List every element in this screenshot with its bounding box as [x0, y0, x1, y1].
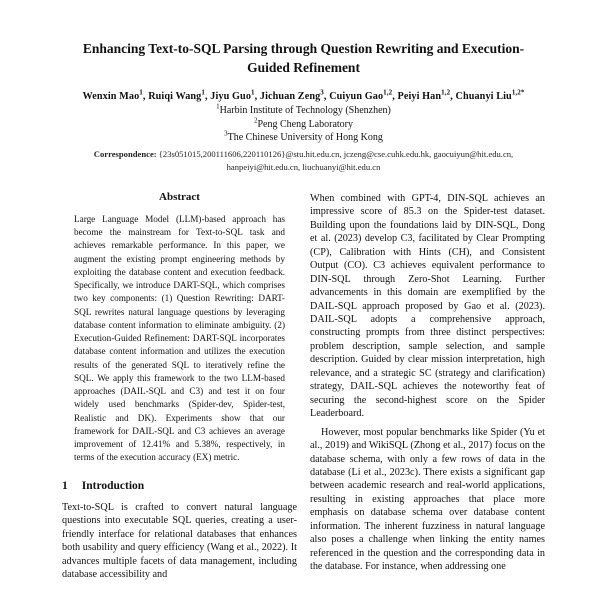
author-list: Wenxin Mao$^1$, Ruiqi Wang$^1$, Jiyu Guo$^1$, Jichuan Zeng$^3$, Cuiyun Gao$^{1,2}$, Peiyi Han$^{1,2}$, Chuanyi Liu$^{1,2*}$: [82, 88, 525, 102]
right-column: [310, 191, 545, 581]
left-column: [62, 191, 297, 581]
introduction-paragraph: Text-to-SQL is crafted to convert natural language questions into executable SQL queries, creating a user-friendly interface for relational databases that enhances both usability and query efficiency (Wang et al., 2022). It advances multiple facets of data management, including database accessibility and: [62, 501, 297, 580]
author: Cuiyun Gao$^{1,2}$: [329, 88, 393, 102]
affiliation-list: [62, 104, 545, 145]
abstract-heading: Abstract: [159, 190, 200, 203]
correspondence-label: Correspondence:: [93, 149, 157, 160]
author: Chuanyi Liu$^{1,2*}$: [455, 88, 525, 102]
section-title: Introduction: [81, 479, 145, 492]
correspondence-emails: {23s051015,200111606,220110126}@stu.hit.edu.cn, jczeng@cse.cuhk.edu.hk, gaocuiyun@hit.edu.cn, hanpeiyi@hit.edu.cn, liuchuanyi@hit.edu.cn: [156, 149, 514, 173]
author: Jiyu Guo$^1$: [210, 88, 255, 102]
author: Peiyi Han$^{1,2}$: [397, 88, 451, 102]
affiliation: $^2$Peng Cheng Laboratory: [253, 116, 354, 130]
author: Jichuan Zeng$^3$: [259, 88, 324, 102]
right-column-paragraph-1: When combined with GPT-4, DIN-SQL achieves an impressive score of 85.3 on the Spider-test dataset. Building upon the foundations laid by DIN-SQL, Dong et al. (2023) develop C3, facilitated by Clear Prompting (CP), Calibration with Hints (CH), and Consistent Output (CO). C3 achieves equivalent performance to DIN-SQL through Zero-Shot Learning. Further advancements in this domain are exemplified by the DAIL-SQL approach proposed by Gao et al. (2023). DAIL-SQL adopts a comprehensive approach, constructing prompts from three distinct perspectives: problem description, sample selection, and sample description. Guided by clear mission interpretation, high relevance, and a strategic SC (strategy and clarification) strategy, DAIL-SQL achieves the noteworthy feat of securing the second-highest score on the Spider Leaderboard.: [310, 192, 545, 420]
abstract-text: Large Language Model (LLM)-based approach has become the mainstream for Text-to-SQL task and achieves remarkable performance. In this paper, we augment the existing prompt engineering methods by exploiting the database content and execution feedback. Specifically, we introduce DART-SQL, which comprises two key components: (1) Question Rewriting: DART-SQL rewrites natural language questions by leveraging database content information to eliminate ambiguity. (2) Execution-Guided Refinement: DART-SQL incorporates database content information and utilizes the execution results of the generated SQL to iteratively refine the SQL. We apply this framework to the two LLM-based approaches (DAIL-SQL and C3) and test it on four widely used benchmarks (Spider-dev, Spider-test, Realistic and DK). Experiments show that our framework for DAIL-SQL and C3 achieves an average improvement of 12.41% and 5.38%, respectively, in terms of the execution accuracy (EX) metric.: [74, 213, 285, 463]
author: Wenxin Mao$^1$: [82, 88, 143, 102]
section-heading-introduction: [62, 480, 297, 492]
section-number: 1: [62, 479, 68, 492]
author: Ruiqi Wang$^1$: [148, 88, 205, 102]
correspondence: [89, 148, 519, 174]
right-column-paragraph-2: However, most popular benchmarks like Spider (Yu et al., 2019) and WikiSQL (Zhong et al., 2017) focus on the database schema, with only a few rows of data in the database (Li et al., 2023c). There exists a significant gap between academic research and real-world applications, resulting in existing approaches that place more emphasis on database schema over database content information. The inherent fuzziness in natural language also poses a challenge when linking the entity names referenced in the question and the corresponding data in the database. For instance, when addressing one: [310, 426, 545, 573]
affiliation: $^1$Harbin Institute of Technology (Shenzhen): [216, 102, 391, 116]
affiliation: $^3$The Chinese University of Hong Kong: [224, 130, 383, 144]
two-column-body: [62, 191, 545, 581]
paper-title: Enhancing Text-to-SQL Parsing through Question Rewriting and Execution-Guided Refinement: [82, 41, 525, 75]
